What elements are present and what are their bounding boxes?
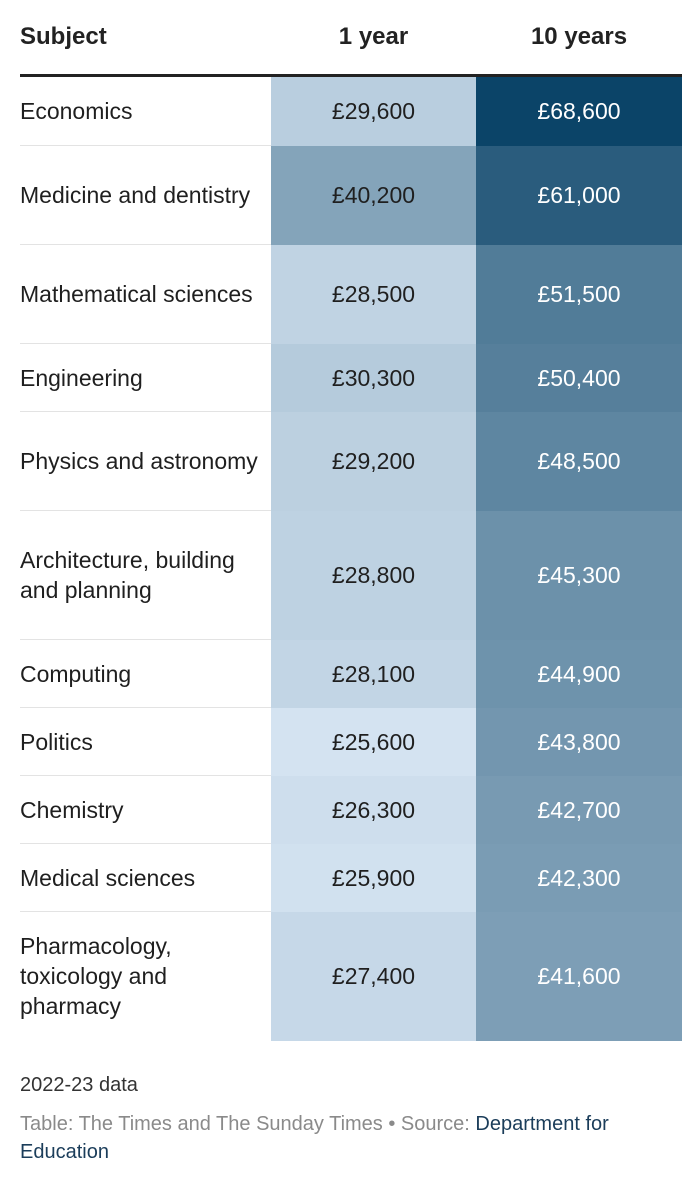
one-year-salary-cell: £30,300 bbox=[271, 344, 476, 412]
table-row bbox=[20, 146, 682, 245]
salary-table bbox=[20, 0, 682, 1041]
subject-cell: Pharmacology, toxicology and pharmacy bbox=[20, 933, 172, 1020]
subject-cell: Physics and astronomy bbox=[20, 412, 271, 511]
subject-cell: Architecture, building and planning bbox=[20, 511, 271, 640]
subject-cell: Politics bbox=[20, 708, 271, 776]
table-row bbox=[20, 344, 682, 412]
table-row bbox=[20, 708, 682, 776]
table-row bbox=[20, 245, 682, 344]
ten-year-salary-cell: £44,900 bbox=[476, 640, 682, 708]
subject-cell: Economics bbox=[20, 76, 271, 146]
one-year-salary-cell: £40,200 bbox=[271, 146, 476, 245]
one-year-salary-cell: £25,900 bbox=[271, 844, 476, 912]
data-year-note: 2022-23 data bbox=[20, 1074, 138, 1096]
subject-cell: Chemistry bbox=[20, 776, 271, 844]
subject-cell: Medicine and dentistry bbox=[20, 146, 271, 245]
table-row bbox=[20, 912, 682, 1041]
one-year-salary-cell: £29,200 bbox=[271, 412, 476, 511]
table-row bbox=[20, 776, 682, 844]
ten-year-salary-cell: £45,300 bbox=[476, 511, 682, 640]
ten-year-salary-cell: £68,600 bbox=[476, 76, 682, 146]
ten-year-salary-cell: £50,400 bbox=[476, 344, 682, 412]
one-year-salary-cell: £25,600 bbox=[271, 708, 476, 776]
one-year-salary-cell: £28,100 bbox=[271, 640, 476, 708]
ten-year-salary-cell: £41,600 bbox=[476, 912, 682, 1041]
column-header-1-year: 1 year bbox=[271, 0, 476, 76]
ten-year-salary-cell: £51,500 bbox=[476, 245, 682, 344]
source-line bbox=[20, 1110, 680, 1166]
source-prefix: Table: The Times and The Sunday Times • Source: bbox=[20, 1113, 476, 1135]
table-header-row bbox=[20, 0, 682, 76]
source-link[interactable]: Department for Education bbox=[20, 1113, 609, 1163]
table-row bbox=[20, 412, 682, 511]
table-row bbox=[20, 640, 682, 708]
ten-year-salary-cell: £61,000 bbox=[476, 146, 682, 245]
subject-cell: Computing bbox=[20, 640, 271, 708]
one-year-salary-cell: £28,500 bbox=[271, 245, 476, 344]
table-row bbox=[20, 76, 682, 146]
column-header-subject: Subject bbox=[20, 0, 271, 76]
one-year-salary-cell: £26,300 bbox=[271, 776, 476, 844]
subject-cell: Mathematical sciences bbox=[20, 245, 271, 344]
subject-cell: Medical sciences bbox=[20, 844, 271, 912]
one-year-salary-cell: £27,400 bbox=[271, 912, 476, 1041]
one-year-salary-cell: £28,800 bbox=[271, 511, 476, 640]
table-body bbox=[20, 76, 682, 1041]
ten-year-salary-cell: £42,300 bbox=[476, 844, 682, 912]
ten-year-salary-cell: £48,500 bbox=[476, 412, 682, 511]
ten-year-salary-cell: £43,800 bbox=[476, 708, 682, 776]
subject-cell: Engineering bbox=[20, 344, 271, 412]
salary-table-container bbox=[20, 0, 682, 1041]
table-row bbox=[20, 844, 682, 912]
ten-year-salary-cell: £42,700 bbox=[476, 776, 682, 844]
table-row bbox=[20, 511, 682, 640]
one-year-salary-cell: £29,600 bbox=[271, 76, 476, 146]
column-header-10-years: 10 years bbox=[476, 0, 682, 76]
